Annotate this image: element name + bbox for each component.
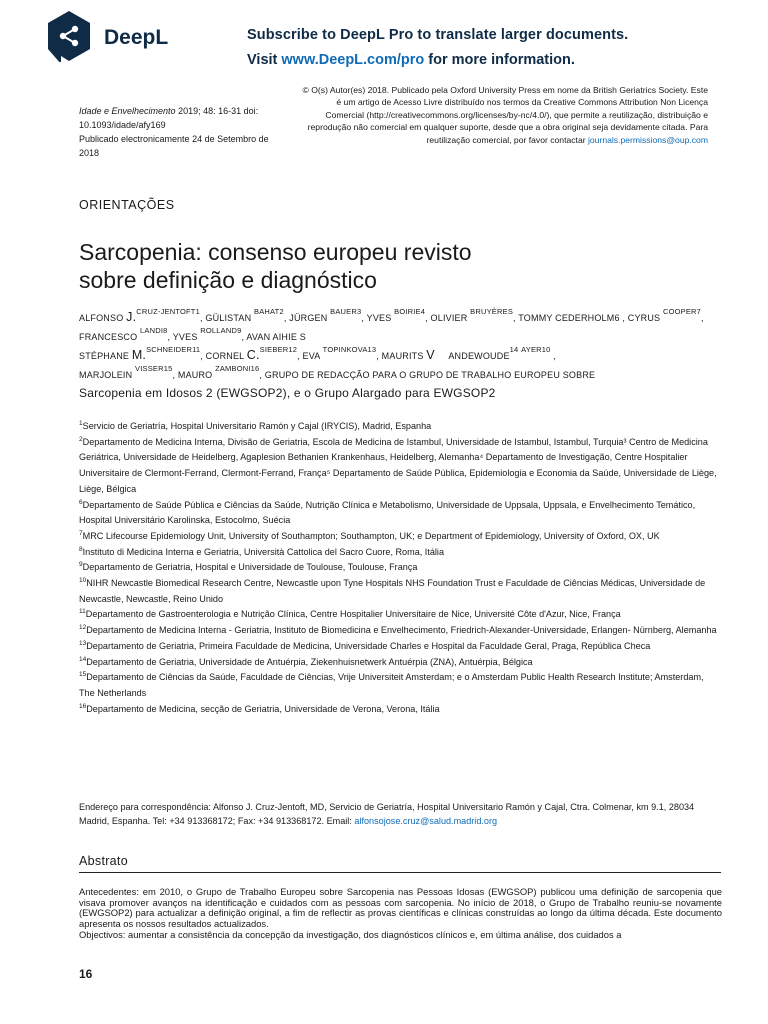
- aff-number: 13: [79, 639, 87, 647]
- author-line-2: [79, 346, 719, 366]
- affiliation-item: [79, 623, 721, 639]
- correspondence: [79, 801, 719, 828]
- author-name: MARJOLEIN: [79, 369, 136, 380]
- author-list: [79, 308, 719, 403]
- author-sup: BAHAT2: [254, 307, 284, 316]
- affiliation-item: [79, 670, 721, 701]
- affiliation-item: [79, 702, 721, 718]
- citation-details: 2019; 48: 16-31 doi: 10.1093/idade/afy169: [79, 106, 259, 130]
- abstract-body: [79, 887, 722, 941]
- affiliation-item: [79, 639, 721, 655]
- author-initial: C.: [246, 348, 260, 362]
- affiliation-item: [79, 498, 721, 529]
- abstract-objectives: Objectivos: aumentar a consistência da concepção da investigação, dos diagnósticos clínicos e, em última análise, dos cuidados a: [79, 928, 622, 940]
- author-sup: BRUYÈRES: [470, 307, 514, 316]
- author-initial: M.: [131, 348, 147, 362]
- author-name: , YVES: [167, 331, 201, 342]
- deepl-banner: [0, 0, 768, 90]
- author-sup: 10: [541, 345, 551, 354]
- author-sup: SCHNEIDER11: [146, 345, 201, 354]
- author-name: , MAURO: [172, 369, 216, 380]
- author-sup: VISSER15: [135, 363, 173, 373]
- correspondence-text: Endereço para correspondência: Alfonso J. Cruz-Jentoft, MD, Servicio de Geriatría, Hospital Universitario Ramón y Cajal, Ctra. Colmenar, km 9.1, 28034 Madrid, Espanha. Tel: +34 913368172; Fax: +34 913368172. Email:: [79, 802, 695, 826]
- article-title: [79, 238, 472, 294]
- abstract-divider: [79, 872, 721, 873]
- affiliation-item: [79, 435, 721, 498]
- author-initial: V: [426, 348, 435, 362]
- author-name: , EVA: [297, 351, 323, 361]
- deepl-logo-text: DeepL: [104, 26, 169, 49]
- aff-number: 14: [79, 655, 87, 663]
- author-name: , CORNEL: [200, 351, 247, 361]
- author-name: STÉPHANE: [79, 351, 132, 361]
- author-name: , MAURITS: [376, 351, 427, 361]
- author-sup: ZAMBONI16: [215, 363, 260, 373]
- aff-text: Departamento de Ciências da Saúde, Faculdade de Ciências, Vrije Universiteit Amsterdam; e o Amsterdam Public Health Research Institute; Amsterdam, The Netherlands: [79, 672, 704, 698]
- author-sup: TOPINKOVA13: [322, 345, 377, 354]
- author-name: , GRUPO DE REDACÇÃO PARA O GRUPO DE TRABALHO EUROPEU SOBRE: [259, 369, 596, 380]
- author-sup: CRUZ-JENTOFT1: [136, 307, 200, 316]
- author-group: Sarcopenia em Idosos 2 (EWGSOP2), e o Grupo Alargado para EWGSOP2: [79, 386, 496, 400]
- aff-text: Departamento de Medicina Interna, Divisão de Geriatria, Escola de Medicina de Istambul, Universidade de Istambul, Istambul, Turquia³ Centro de Medicina Geriátrica, Universidade de Heidelberg, Agaplesion Bethanien Krankenhaus, Heidelberg, Alemanha⁴ Departamento de Investigação, Centre Hospitalier Universitaire de Clermont-Ferrand, Clermont-Ferrand, França⁵ Departamento de Saúde Pública, Epidemiologia e Economia da Saúde, Universidade de Liège, Liège, Bélgica: [79, 436, 717, 494]
- aff-text: Departamento de Saúde Pública e Ciências da Saúde, Nutrição Clínica e Metabolismo, Universidade de Uppsala, Uppsala, e Envelhecimento Temático, Hospital Universitário Karolinska, Estocolmo, Suécia: [79, 499, 696, 526]
- aff-text: Instituto di Medicina Interna e Geriatria, Università Cattolica del Sacro Cuore, Roma, Itália: [82, 546, 445, 557]
- author-name: ANDEWOUDE: [448, 351, 510, 361]
- journal-name: Idade e Envelhecimento: [79, 106, 176, 116]
- title-line-2: sobre definição e diagnóstico: [79, 267, 377, 293]
- author-line-3: [79, 363, 719, 385]
- promo-prefix: Visit: [247, 52, 282, 68]
- author-initial: J.: [126, 310, 137, 324]
- author-sup: 14: [509, 345, 519, 354]
- author-sup: SIEBER12: [259, 345, 298, 354]
- aff-number: 16: [79, 702, 87, 710]
- deepl-pro-link[interactable]: www.DeepL.com/pro: [281, 52, 425, 68]
- aff-number: 15: [79, 671, 87, 679]
- affiliation-item: [79, 655, 721, 671]
- section-label: ORIENTAÇÕES: [79, 198, 175, 212]
- aff-text: Departamento de Medicina, secção de Geriatria, Universidade de Verona, Verona, Itália: [86, 703, 440, 714]
- aff-number: 11: [79, 608, 86, 616]
- aff-text: Departamento de Geriatria, Primeira Faculdade de Medicina, Universidade Charles e Hospital da Faculdade Geral, Praga, República Checa: [86, 640, 651, 651]
- affiliation-item: [79, 607, 721, 623]
- aff-number: 1: [79, 420, 83, 427]
- promo-line-2: [247, 52, 575, 68]
- promo-line-1: Subscribe to DeepL Pro to translate larger documents.: [247, 27, 629, 43]
- license-block: [300, 84, 708, 146]
- author-name: , OLIVIER: [425, 313, 471, 323]
- aff-number: 9: [79, 561, 83, 569]
- aff-text: Departamento de Gastroenterologia e Nutrição Clínica, Centre Hospitalier Universitaire de Nice, Université Côte d'Azur, Nice, França: [85, 609, 621, 620]
- affiliation-item: [79, 545, 721, 561]
- promo-suffix: for more information.: [424, 52, 575, 68]
- aff-number: 2: [79, 435, 83, 443]
- citation-block: [79, 104, 269, 160]
- aff-text: Departamento de Medicina Interna - Geriatria, Instituto de Biomedicina e Envelhecimento, Friedrich-Alexander-Universidade, Erlangen- Nürnberg, Alemanha: [86, 625, 717, 636]
- aff-number: 7: [79, 529, 83, 537]
- author-sep: ,: [553, 351, 556, 361]
- aff-number: 12: [79, 624, 87, 632]
- published-date: Publicado electronicamente 24 de Setembro de 2018: [79, 134, 269, 158]
- author-sup: BAUER3: [330, 307, 362, 316]
- deepl-logo-icon: [46, 10, 92, 62]
- permissions-email-link[interactable]: journals.permissions@oup.com: [587, 134, 708, 145]
- author-sup: AYER: [521, 345, 542, 354]
- author-name: , CYRUS: [622, 313, 663, 323]
- author-name: ALFONSO: [79, 313, 127, 323]
- page-number: 16: [79, 967, 93, 981]
- affiliation-item: [79, 560, 721, 576]
- affiliation-item: [79, 576, 721, 607]
- affiliation-item: [79, 529, 721, 545]
- license-reuse: reutilização comercial, por favor contactar: [426, 134, 588, 145]
- abstract-background: Antecedentes: em 2010, o Grupo de Trabalho Europeu sobre Sarcopenia nas Pessoas Idosas (EWGSOP) publicou uma definição de sarcopenia que visava promover avanços na identificação e cuidados com as pessoas com sarcopenia. No início de 2018, o Grupo de Trabalho reuniu-se novamente (EWGSOP2) para actualizar a definição original, a fim de reflectir as provas científicas e clínicas construídas ao longo da última década. Este documento apresenta os nossos resultados actualizados.: [79, 886, 722, 930]
- aff-text: MRC Lifecourse Epidemiology Unit, University of Southampton; Southampton, UK; e Department of Epidemiology, University of Oxford, OX, UK: [82, 530, 660, 541]
- author-name: , YVES: [361, 313, 395, 323]
- abstract-heading: Abstrato: [79, 854, 128, 868]
- author-name: , JÜRGEN: [283, 313, 331, 323]
- author-sup: LANDI8: [140, 325, 168, 335]
- title-line-1: Sarcopenia: consenso europeu revisto: [79, 239, 472, 265]
- aff-text: Servicio de Geriatría, Hospital Universitario Ramón y Cajal (IRYCIS), Madrid, Espanha: [82, 421, 432, 431]
- author-name: , GÜLISTAN: [199, 313, 255, 323]
- author-sup: BOIRIE4: [394, 307, 426, 316]
- author-name: , AVAN AIHIE S: [241, 331, 306, 342]
- author-line-1: [79, 308, 719, 346]
- aff-text: Departamento de Geriatria, Hospital e Universidade de Toulouse, Toulouse, França: [82, 562, 418, 573]
- correspondence-email-link[interactable]: alfonsojose.cruz@salud.madrid.org: [354, 815, 498, 826]
- affiliations: [79, 419, 721, 717]
- author-name: , FRANCESCO: [79, 313, 704, 342]
- aff-text: NIHR Newcastle Biomedical Research Centre, Newcastle upon Tyne Hospitals NHS Foundation Trust e Faculdade de Ciências Médicas, Universidade de Newcastle, Newcastle, Reino Unido: [79, 578, 706, 604]
- aff-number: 10: [79, 577, 87, 585]
- license-text: © O(s) Autor(es) 2018. Publicado pela Oxford University Press em nome da British Geriatrics Society. Este é um artigo de Acesso Livre distribuído nos termos da Creative Commons Attribution Non Licença Comercial (http://creativecommons.org/licenses/by-nc/4.0/), que permite a reutilização, distribuição e reprodução não comercial em qualquer suporte, desde que a obra original seja devidamente citada. Para: [302, 85, 708, 133]
- author-sup: ROLLAND9: [200, 325, 242, 335]
- author-sup: COOPER7: [662, 307, 702, 316]
- aff-number: 6: [79, 498, 83, 506]
- aff-number: 8: [79, 545, 83, 553]
- author-name: , TOMMY CEDERHOLM6: [513, 313, 620, 323]
- aff-text: Departamento de Geriatria, Universidade de Antuérpia, Ziekenhuisnetwerk Antuérpia (ZNA), Antuérpia, Bélgica: [86, 656, 533, 667]
- affiliation-item: [79, 419, 721, 435]
